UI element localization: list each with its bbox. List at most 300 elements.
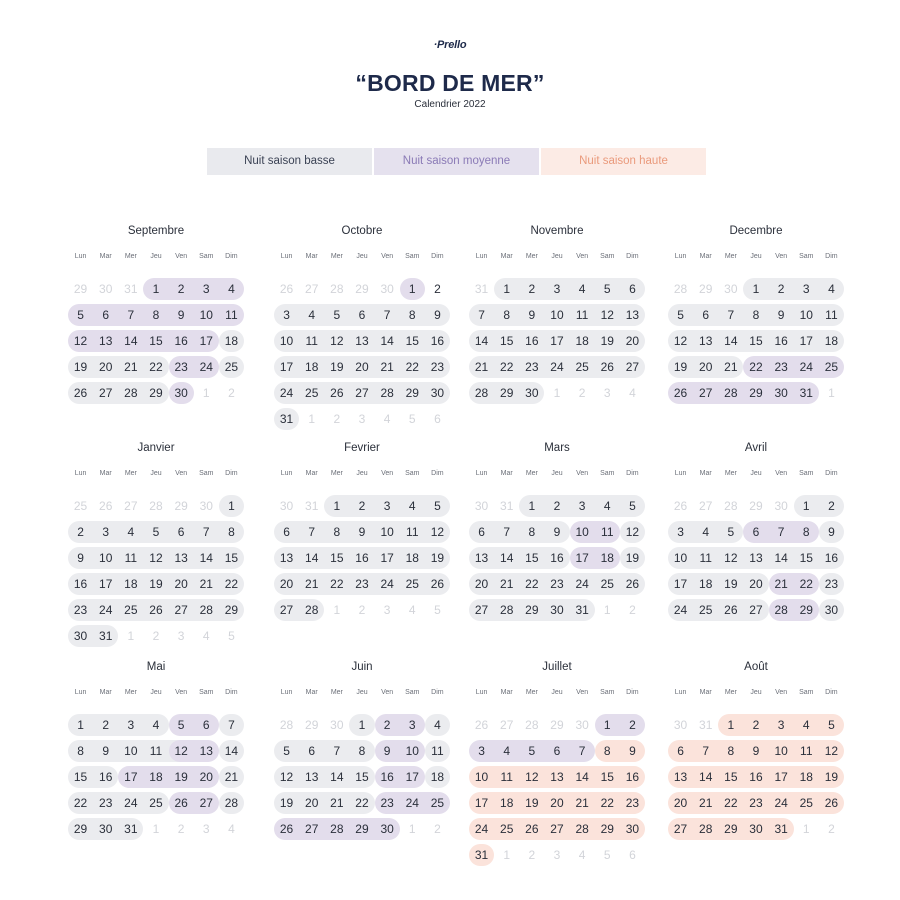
day-cell[interactable]: 7 <box>127 307 135 322</box>
day-cell[interactable]: 17 <box>124 769 138 784</box>
day-cell[interactable]: 10 <box>474 769 489 784</box>
day-cell[interactable]: 13 <box>279 550 294 565</box>
day-cell[interactable]: 5 <box>727 524 735 539</box>
day-cell[interactable]: 7 <box>702 743 710 758</box>
day-cell[interactable]: 12 <box>430 524 445 539</box>
day-cell[interactable]: 21 <box>699 795 713 810</box>
day-cell[interactable]: 30 <box>380 821 394 836</box>
day-cell[interactable]: 20 <box>625 333 640 348</box>
day-cell[interactable]: 6 <box>202 718 210 732</box>
day-cell[interactable]: 20 <box>699 359 713 374</box>
day-cell[interactable]: 14 <box>224 743 239 758</box>
day-cell[interactable]: 28 <box>224 795 239 810</box>
day-cell[interactable]: 3 <box>383 499 391 513</box>
day-cell[interactable]: 2 <box>828 499 835 513</box>
day-cell[interactable]: 12 <box>625 524 640 539</box>
day-cell[interactable]: 9 <box>752 743 760 758</box>
day-cell[interactable]: 22 <box>73 795 88 810</box>
day-cell[interactable]: 30 <box>430 385 445 400</box>
day-cell[interactable]: 6 <box>283 524 290 539</box>
day-cell[interactable]: 28 <box>724 385 738 400</box>
day-cell[interactable]: 28 <box>199 602 213 617</box>
day-cell[interactable]: 29 <box>799 602 813 617</box>
day-cell[interactable]: 7 <box>383 307 391 322</box>
day-cell[interactable]: 19 <box>824 769 839 784</box>
day-cell[interactable]: 30 <box>550 602 564 617</box>
day-cell[interactable]: 11 <box>699 550 712 565</box>
day-cell[interactable]: 3 <box>478 743 485 758</box>
day-cell[interactable]: 8 <box>77 743 84 758</box>
day-cell[interactable]: 23 <box>174 359 188 374</box>
day-cell[interactable]: 13 <box>305 769 319 784</box>
day-cell[interactable]: 21 <box>330 795 344 810</box>
day-cell[interactable]: 22 <box>330 576 344 591</box>
day-cell[interactable]: 22 <box>224 576 239 591</box>
day-cell[interactable]: 3 <box>578 499 586 513</box>
day-cell[interactable]: 16 <box>749 769 763 784</box>
day-cell[interactable]: 14 <box>305 550 319 565</box>
day-cell[interactable]: 29 <box>749 385 763 400</box>
day-cell[interactable]: 2 <box>383 718 391 732</box>
day-cell[interactable]: 28 <box>305 602 319 617</box>
day-cell[interactable]: 24 <box>380 576 394 591</box>
day-cell[interactable]: 25 <box>824 359 839 374</box>
day-cell[interactable]: 30 <box>73 628 88 643</box>
day-cell[interactable]: 8 <box>228 524 235 539</box>
day-cell[interactable]: 4 <box>408 499 416 513</box>
day-cell[interactable]: 11 <box>305 333 318 348</box>
day-cell[interactable]: 23 <box>73 602 88 617</box>
day-cell[interactable]: 6 <box>308 743 316 758</box>
day-cell[interactable]: 21 <box>474 359 489 374</box>
day-cell[interactable]: 9 <box>528 307 536 322</box>
day-cell[interactable]: 5 <box>77 307 84 322</box>
day-cell[interactable]: 15 <box>525 550 539 565</box>
day-cell[interactable]: 25 <box>575 359 589 374</box>
day-cell[interactable]: 16 <box>824 550 839 565</box>
day-cell[interactable]: 22 <box>500 359 514 374</box>
day-cell[interactable]: 27 <box>625 359 640 374</box>
day-cell[interactable]: 26 <box>174 795 188 810</box>
day-cell[interactable]: 19 <box>525 795 539 810</box>
day-cell[interactable]: 1 <box>727 718 735 732</box>
day-cell[interactable]: 19 <box>279 795 294 810</box>
day-cell[interactable]: 23 <box>824 576 839 591</box>
day-cell[interactable]: 28 <box>124 385 138 400</box>
day-cell[interactable]: 13 <box>474 550 489 565</box>
day-cell[interactable]: 22 <box>724 795 738 810</box>
day-cell[interactable]: 16 <box>73 576 88 591</box>
day-cell[interactable]: 19 <box>174 769 188 784</box>
day-cell[interactable]: 29 <box>73 821 88 836</box>
day-cell[interactable]: 26 <box>430 576 445 591</box>
day-cell[interactable]: 4 <box>828 282 835 296</box>
day-cell[interactable]: 17 <box>799 333 813 348</box>
day-cell[interactable]: 19 <box>724 576 738 591</box>
day-cell[interactable]: 24 <box>673 602 688 617</box>
day-cell[interactable]: 28 <box>330 821 344 836</box>
day-cell[interactable]: 25 <box>124 602 138 617</box>
day-cell[interactable]: 8 <box>752 307 760 322</box>
day-cell[interactable]: 18 <box>224 333 239 348</box>
day-cell[interactable]: 21 <box>724 359 738 374</box>
day-cell[interactable]: 20 <box>279 576 294 591</box>
day-cell[interactable]: 25 <box>500 821 514 836</box>
day-cell[interactable]: 1 <box>358 718 366 732</box>
day-cell[interactable]: 15 <box>500 333 514 348</box>
day-cell[interactable]: 1 <box>503 282 511 296</box>
day-cell[interactable]: 29 <box>224 602 239 617</box>
day-cell[interactable]: 3 <box>283 307 290 322</box>
day-cell[interactable]: 11 <box>575 307 589 322</box>
day-cell[interactable]: 24 <box>405 795 419 810</box>
day-cell[interactable]: 31 <box>575 602 589 617</box>
day-cell[interactable]: 3 <box>408 718 416 732</box>
day-cell[interactable]: 27 <box>305 821 319 836</box>
day-cell[interactable]: 10 <box>405 743 419 758</box>
day-cell[interactable]: 18 <box>600 550 614 565</box>
day-cell[interactable]: 7 <box>202 524 210 539</box>
day-cell[interactable]: 1 <box>603 718 611 732</box>
day-cell[interactable]: 2 <box>752 718 760 732</box>
day-cell[interactable]: 5 <box>152 524 160 539</box>
day-cell[interactable]: 24 <box>774 795 788 810</box>
day-cell[interactable]: 27 <box>474 602 489 617</box>
day-cell[interactable]: 19 <box>600 333 614 348</box>
day-cell[interactable]: 28 <box>380 385 394 400</box>
day-cell[interactable]: 25 <box>600 576 614 591</box>
day-cell[interactable]: 9 <box>828 524 835 539</box>
day-cell[interactable]: 12 <box>174 743 188 758</box>
day-cell[interactable]: 8 <box>603 743 611 758</box>
day-cell[interactable]: 3 <box>553 282 561 296</box>
day-cell[interactable]: 8 <box>528 524 536 539</box>
day-cell[interactable]: 4 <box>503 743 511 758</box>
day-cell[interactable]: 6 <box>629 282 636 296</box>
day-cell[interactable]: 13 <box>699 333 713 348</box>
day-cell[interactable]: 9 <box>777 307 785 322</box>
day-cell[interactable]: 14 <box>199 550 213 565</box>
day-cell[interactable]: 9 <box>434 307 441 322</box>
day-cell[interactable]: 16 <box>774 333 788 348</box>
day-cell[interactable]: 20 <box>749 576 763 591</box>
day-cell[interactable]: 14 <box>575 769 589 784</box>
day-cell[interactable]: 31 <box>774 821 788 836</box>
day-cell[interactable]: 27 <box>355 385 369 400</box>
day-cell[interactable]: 27 <box>99 385 113 400</box>
day-cell[interactable]: 2 <box>434 282 441 296</box>
day-cell[interactable]: 19 <box>673 359 688 374</box>
day-cell[interactable]: 6 <box>478 524 485 539</box>
day-cell[interactable]: 5 <box>333 307 341 322</box>
day-cell[interactable]: 24 <box>799 359 813 374</box>
day-cell[interactable]: 22 <box>149 359 163 374</box>
day-cell[interactable]: 19 <box>73 359 88 374</box>
day-cell[interactable]: 24 <box>474 821 489 836</box>
day-cell[interactable]: 7 <box>228 718 235 732</box>
day-cell[interactable]: 20 <box>99 359 113 374</box>
day-cell[interactable]: 26 <box>600 359 614 374</box>
day-cell[interactable]: 2 <box>629 718 636 732</box>
day-cell[interactable]: 26 <box>279 821 294 836</box>
day-cell[interactable]: 16 <box>625 769 640 784</box>
day-cell[interactable]: 21 <box>774 576 788 591</box>
day-cell[interactable]: 15 <box>224 550 239 565</box>
day-cell[interactable]: 18 <box>149 769 163 784</box>
day-cell[interactable]: 28 <box>774 602 788 617</box>
day-cell[interactable]: 18 <box>500 795 514 810</box>
day-cell[interactable]: 26 <box>625 576 640 591</box>
day-cell[interactable]: 23 <box>380 795 394 810</box>
day-cell[interactable]: 9 <box>77 550 84 565</box>
day-cell[interactable]: 29 <box>405 385 419 400</box>
day-cell[interactable]: 6 <box>358 307 366 322</box>
day-cell[interactable]: 17 <box>405 769 419 784</box>
day-cell[interactable]: 10 <box>199 307 213 322</box>
day-cell[interactable]: 26 <box>724 602 738 617</box>
day-cell[interactable]: 5 <box>677 307 684 322</box>
day-cell[interactable]: 25 <box>699 602 713 617</box>
day-cell[interactable]: 8 <box>802 524 810 539</box>
day-cell[interactable]: 15 <box>330 550 344 565</box>
day-cell[interactable]: 30 <box>824 602 839 617</box>
day-cell[interactable]: 11 <box>149 743 163 758</box>
day-cell[interactable]: 11 <box>124 550 138 565</box>
day-cell[interactable]: 25 <box>224 359 239 374</box>
day-cell[interactable]: 1 <box>528 499 536 513</box>
day-cell[interactable]: 30 <box>625 821 640 836</box>
day-cell[interactable]: 6 <box>177 524 185 539</box>
day-cell[interactable]: 12 <box>525 769 539 784</box>
day-cell[interactable]: 7 <box>777 524 785 539</box>
day-cell[interactable]: 7 <box>308 524 316 539</box>
day-cell[interactable]: 11 <box>431 743 444 758</box>
day-cell[interactable]: 27 <box>749 602 763 617</box>
day-cell[interactable]: 1 <box>802 499 810 513</box>
day-cell[interactable]: 22 <box>525 576 539 591</box>
day-cell[interactable]: 10 <box>673 550 688 565</box>
day-cell[interactable]: 25 <box>149 795 163 810</box>
day-cell[interactable]: 13 <box>673 769 688 784</box>
day-cell[interactable]: 7 <box>333 743 341 758</box>
day-cell[interactable]: 31 <box>124 821 138 836</box>
day-cell[interactable]: 29 <box>500 385 514 400</box>
day-cell[interactable]: 27 <box>550 821 564 836</box>
day-cell[interactable]: 9 <box>177 307 185 322</box>
day-cell[interactable]: 30 <box>774 385 788 400</box>
day-cell[interactable]: 11 <box>406 524 419 539</box>
day-cell[interactable]: 14 <box>380 333 394 348</box>
day-cell[interactable]: 19 <box>330 359 344 374</box>
day-cell[interactable]: 17 <box>199 333 213 348</box>
day-cell[interactable]: 20 <box>474 576 489 591</box>
day-cell[interactable]: 11 <box>601 524 614 539</box>
day-cell[interactable]: 13 <box>174 550 188 565</box>
day-cell[interactable]: 15 <box>355 769 369 784</box>
day-cell[interactable]: 13 <box>550 769 564 784</box>
day-cell[interactable]: 23 <box>355 576 369 591</box>
day-cell[interactable]: 3 <box>127 718 135 732</box>
day-cell[interactable]: 1 <box>228 499 235 513</box>
day-cell[interactable]: 28 <box>575 821 589 836</box>
day-cell[interactable]: 28 <box>699 821 713 836</box>
day-cell[interactable]: 6 <box>702 307 710 322</box>
day-cell[interactable]: 15 <box>600 769 614 784</box>
day-cell[interactable]: 13 <box>199 743 213 758</box>
day-cell[interactable]: 30 <box>749 821 763 836</box>
day-cell[interactable]: 7 <box>478 307 485 322</box>
day-cell[interactable]: 9 <box>102 743 110 758</box>
day-cell[interactable]: 15 <box>149 333 163 348</box>
day-cell[interactable]: 12 <box>600 307 614 322</box>
day-cell[interactable]: 12 <box>824 743 839 758</box>
day-cell[interactable]: 14 <box>500 550 514 565</box>
day-cell[interactable]: 6 <box>752 524 760 539</box>
day-cell[interactable]: 4 <box>152 718 160 732</box>
day-cell[interactable]: 29 <box>600 821 614 836</box>
day-cell[interactable]: 18 <box>799 769 813 784</box>
day-cell[interactable]: 8 <box>358 743 366 758</box>
day-cell[interactable]: 8 <box>503 307 511 322</box>
day-cell[interactable]: 24 <box>279 385 294 400</box>
day-cell[interactable]: 30 <box>174 385 188 400</box>
day-cell[interactable]: 19 <box>430 550 445 565</box>
day-cell[interactable]: 1 <box>77 718 84 732</box>
day-cell[interactable]: 10 <box>380 524 394 539</box>
day-cell[interactable]: 2 <box>177 282 185 296</box>
day-cell[interactable]: 24 <box>99 602 113 617</box>
day-cell[interactable]: 17 <box>673 576 688 591</box>
day-cell[interactable]: 20 <box>174 576 188 591</box>
day-cell[interactable]: 3 <box>802 282 810 296</box>
day-cell[interactable]: 14 <box>474 333 489 348</box>
day-cell[interactable]: 16 <box>174 333 188 348</box>
day-cell[interactable]: 11 <box>800 743 813 758</box>
day-cell[interactable]: 16 <box>525 333 539 348</box>
day-cell[interactable]: 4 <box>702 524 710 539</box>
day-cell[interactable]: 15 <box>724 769 738 784</box>
day-cell[interactable]: 14 <box>774 550 788 565</box>
day-cell[interactable]: 10 <box>799 307 813 322</box>
day-cell[interactable]: 25 <box>430 795 445 810</box>
day-cell[interactable]: 5 <box>528 743 536 758</box>
day-cell[interactable]: 1 <box>752 282 760 296</box>
day-cell[interactable]: 14 <box>724 333 738 348</box>
day-cell[interactable]: 2 <box>102 718 110 732</box>
day-cell[interactable]: 5 <box>283 743 290 758</box>
day-cell[interactable]: 21 <box>575 795 589 810</box>
day-cell[interactable]: 29 <box>724 821 738 836</box>
day-cell[interactable]: 10 <box>575 524 589 539</box>
day-cell[interactable]: 4 <box>308 307 316 322</box>
day-cell[interactable]: 23 <box>525 359 539 374</box>
day-cell[interactable]: 28 <box>474 385 489 400</box>
day-cell[interactable]: 1 <box>408 282 416 296</box>
day-cell[interactable]: 21 <box>500 576 514 591</box>
day-cell[interactable]: 27 <box>199 795 213 810</box>
day-cell[interactable]: 23 <box>99 795 113 810</box>
day-cell[interactable]: 6 <box>553 743 561 758</box>
day-cell[interactable]: 5 <box>828 718 835 732</box>
day-cell[interactable]: 20 <box>305 795 319 810</box>
day-cell[interactable]: 7 <box>503 524 511 539</box>
day-cell[interactable]: 24 <box>550 359 564 374</box>
day-cell[interactable]: 4 <box>802 718 810 732</box>
day-cell[interactable]: 23 <box>749 795 763 810</box>
day-cell[interactable]: 26 <box>525 821 539 836</box>
day-cell[interactable]: 12 <box>673 333 688 348</box>
day-cell[interactable]: 18 <box>575 333 589 348</box>
day-cell[interactable]: 29 <box>355 821 369 836</box>
day-cell[interactable]: 26 <box>330 385 344 400</box>
day-cell[interactable]: 11 <box>225 307 238 322</box>
day-cell[interactable]: 1 <box>333 499 341 513</box>
day-cell[interactable]: 4 <box>603 499 611 513</box>
day-cell[interactable]: 11 <box>825 307 838 322</box>
day-cell[interactable]: 3 <box>102 524 110 539</box>
day-cell[interactable]: 21 <box>224 769 239 784</box>
day-cell[interactable]: 15 <box>73 769 88 784</box>
day-cell[interactable]: 17 <box>279 359 294 374</box>
day-cell[interactable]: 25 <box>405 576 419 591</box>
day-cell[interactable]: 26 <box>149 602 163 617</box>
day-cell[interactable]: 4 <box>434 718 441 732</box>
day-cell[interactable]: 9 <box>629 743 636 758</box>
day-cell[interactable]: 3 <box>777 718 785 732</box>
day-cell[interactable]: 22 <box>405 359 419 374</box>
day-cell[interactable]: 23 <box>625 795 640 810</box>
day-cell[interactable]: 13 <box>355 333 369 348</box>
day-cell[interactable]: 11 <box>500 769 513 784</box>
day-cell[interactable]: 20 <box>550 795 564 810</box>
day-cell[interactable]: 4 <box>228 282 235 296</box>
day-cell[interactable]: 15 <box>749 333 763 348</box>
day-cell[interactable]: 10 <box>124 743 138 758</box>
day-cell[interactable]: 26 <box>824 795 839 810</box>
day-cell[interactable]: 16 <box>380 769 394 784</box>
day-cell[interactable]: 8 <box>408 307 416 322</box>
day-cell[interactable]: 18 <box>124 576 138 591</box>
day-cell[interactable]: 31 <box>474 847 489 862</box>
day-cell[interactable]: 3 <box>202 282 210 296</box>
day-cell[interactable]: 16 <box>355 550 369 565</box>
day-cell[interactable]: 20 <box>673 795 688 810</box>
day-cell[interactable]: 17 <box>380 550 394 565</box>
day-cell[interactable]: 12 <box>330 333 344 348</box>
day-cell[interactable]: 17 <box>550 333 564 348</box>
day-cell[interactable]: 21 <box>124 359 138 374</box>
day-cell[interactable]: 22 <box>799 576 813 591</box>
day-cell[interactable]: 13 <box>625 307 640 322</box>
day-cell[interactable]: 20 <box>355 359 369 374</box>
day-cell[interactable]: 31 <box>799 385 813 400</box>
day-cell[interactable]: 30 <box>99 821 113 836</box>
day-cell[interactable]: 6 <box>102 307 110 322</box>
day-cell[interactable]: 18 <box>305 359 319 374</box>
day-cell[interactable]: 10 <box>550 307 564 322</box>
day-cell[interactable]: 12 <box>73 333 88 348</box>
day-cell[interactable]: 18 <box>699 576 713 591</box>
day-cell[interactable]: 5 <box>434 499 441 513</box>
day-cell[interactable]: 2 <box>358 499 366 513</box>
day-cell[interactable]: 23 <box>774 359 788 374</box>
day-cell[interactable]: 5 <box>177 718 185 732</box>
day-cell[interactable]: 25 <box>799 795 813 810</box>
day-cell[interactable]: 26 <box>73 385 88 400</box>
day-cell[interactable]: 2 <box>528 282 536 296</box>
day-cell[interactable]: 19 <box>625 550 640 565</box>
day-cell[interactable]: 24 <box>575 576 589 591</box>
